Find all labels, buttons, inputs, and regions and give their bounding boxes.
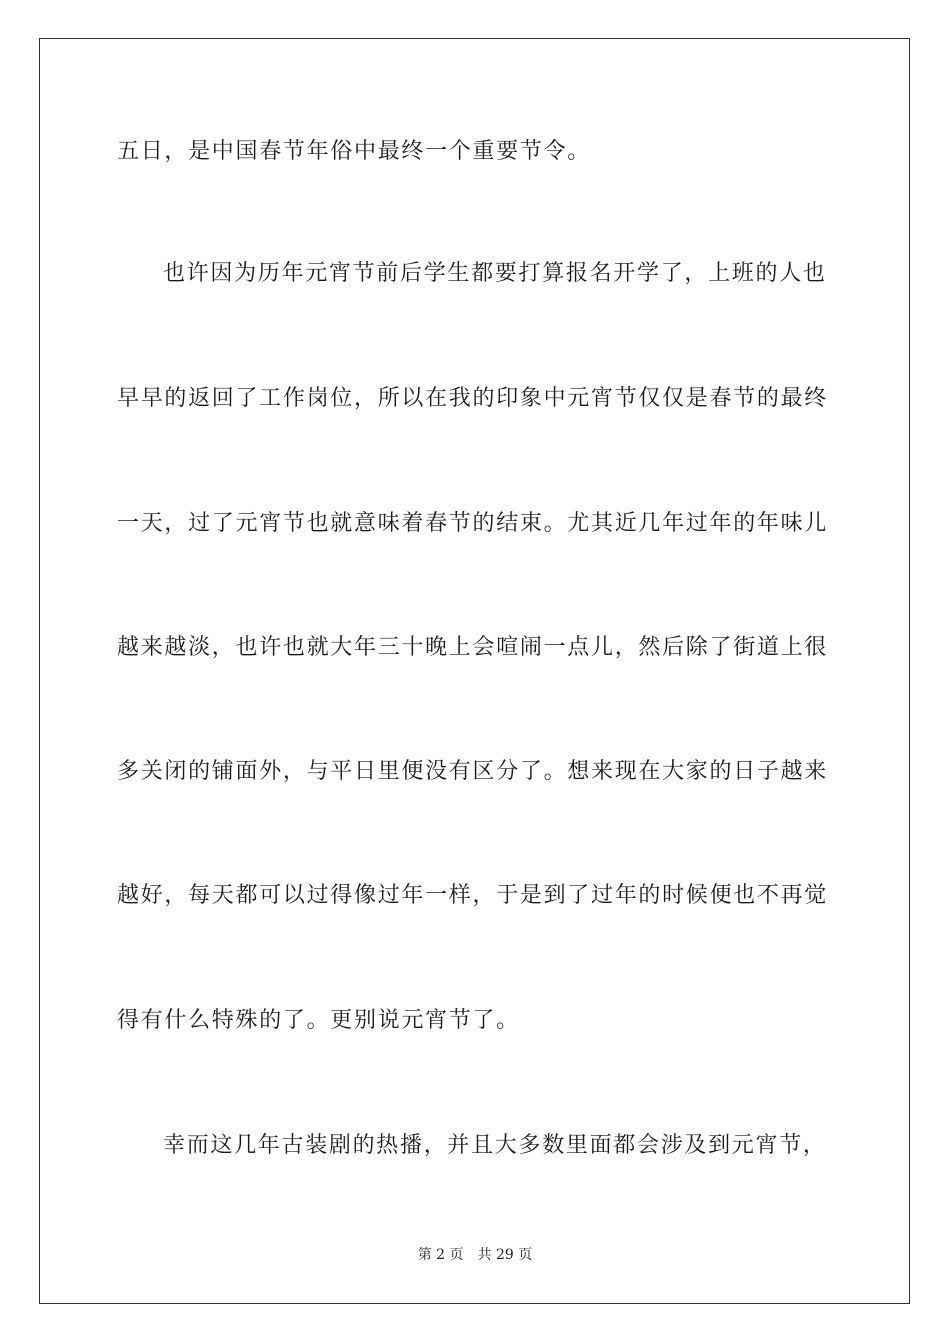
paragraph-start-line: 也许因为历年元宵节前后学生都要打算报名开学了，上班的人也	[163, 261, 827, 286]
text-line: 五日，是中国春节年俗中最终一个重要节令。	[117, 139, 592, 164]
text-line: 越好，每天都可以过得像过年一样，于是到了过年的时候便也不再觉	[117, 883, 829, 908]
text-line: 得有什么特殊的了。更别说元宵节了。	[117, 1008, 520, 1033]
page-border	[39, 38, 910, 1304]
text-line: 多关闭的铺面外，与平日里便没有区分了。想来现在大家的日子越来	[117, 759, 829, 784]
page-footer	[0, 1246, 950, 1264]
text-line: 早早的返回了工作岗位，所以在我的印象中元宵节仅仅是春节的最终	[117, 386, 829, 411]
text-line: 越来越淡，也许也就大年三十晚上会喧闹一点儿，然后除了街道上很	[117, 635, 829, 660]
paragraph-start-line: 幸而这几年古装剧的热播，并且大多数里面都会涉及到元宵节，	[163, 1133, 827, 1158]
text-line: 一天，过了元宵节也就意味着春节的结束。尤其近几年过年的年味儿	[117, 511, 829, 536]
page-number: 第 2 页	[417, 1247, 464, 1263]
page-total: 共 29 页	[477, 1247, 533, 1263]
